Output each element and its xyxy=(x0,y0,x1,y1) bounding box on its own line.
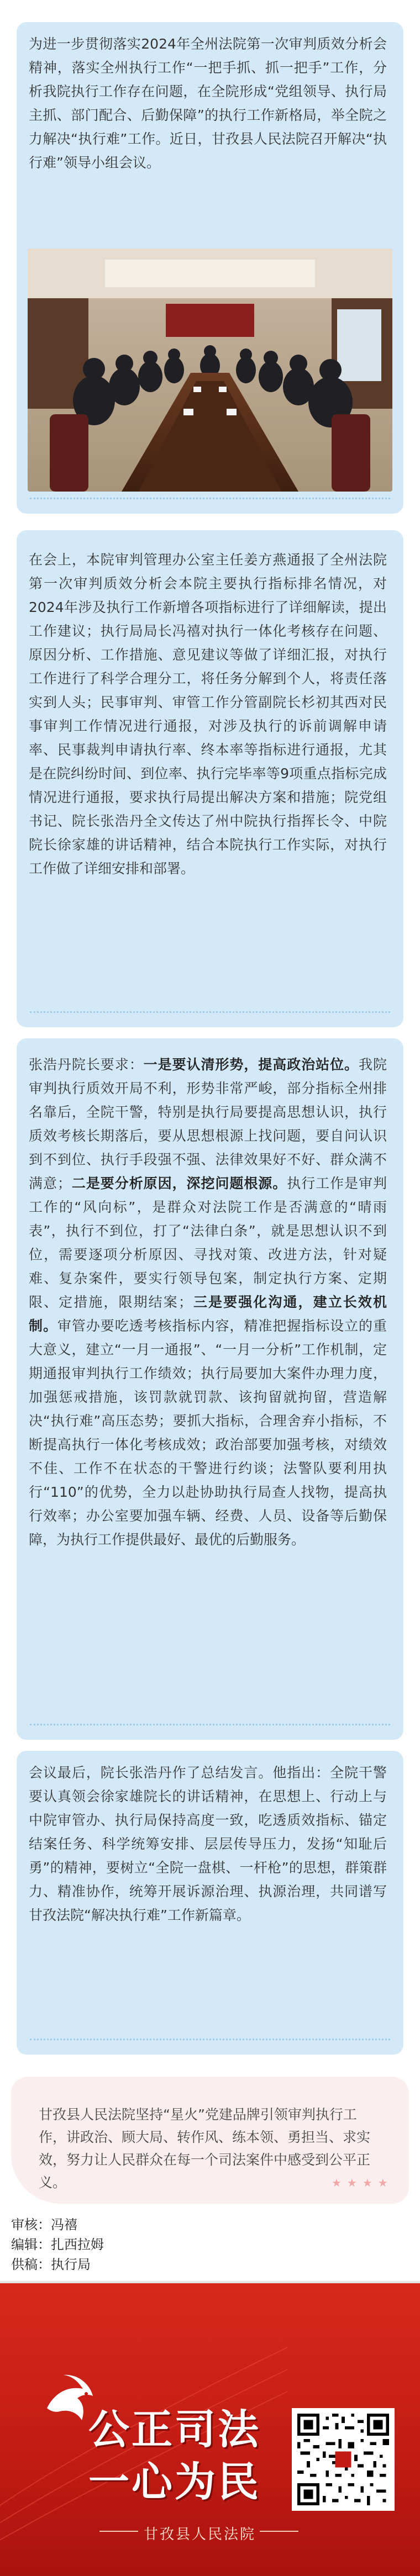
demand-heading-3: 三是要强化沟通，建立长效机制。 xyxy=(29,1294,387,1334)
qr-code-icon[interactable] xyxy=(292,2408,395,2511)
demands-lead: 张浩丹院长要求： xyxy=(29,1057,144,1073)
slogan-line-1: 公正司法 xyxy=(88,2406,261,2453)
demand-body-2: 执行工作是审判工作的“风向标”，是群众对法院工作是否满意的“晴雨表”，执行不到位，打了“法律白条”，就是思想认识不到位，需要逐项分析原因、寻找对策、改进方法，针对疑难、复杂案件，要实行领导包案，制定执行方案、定期限、定措施，限期结案； xyxy=(29,1175,387,1310)
demand-body-3: 审管办要吃透考核指标内容，精准把握指标设立的重大意义，建立“一月一通报”、“一月一分析”工作机制，定期通报审判执行工作绩效；执行局要加大案件办理力度，加强惩戒措施，该罚款就罚款、该拘留就拘留，营造解决“执行难”高压态势；要抓大指标，合理舍弃小指标，不断提高执行一体化考核成效；政治部要加强考核，对绩效不佳、工作不在状态的干警进行约谈；法警队要利用执行“110”的优势，全力以赴协助执行局查人找物，提高执行效率；办公室要加强车辆、经费、人员、设备等后勤保障，为执行工作提供最好、最优的后勤服务。 xyxy=(29,1318,387,1548)
demands-paragraph xyxy=(29,1053,387,1551)
demand-heading-2: 二是要分析原因，深挖问题根源。 xyxy=(71,1175,287,1191)
stars-decoration: ★★★★ xyxy=(332,2176,393,2189)
editor-line: 编辑：扎西拉姆 xyxy=(11,2237,104,2252)
source-line: 供稿：执行局 xyxy=(11,2257,91,2272)
reviewer-line: 审核：冯禧 xyxy=(11,2217,77,2232)
quote-text: 甘孜县人民法院坚持“星火”党建品牌引领审判执行工作，讲政治、顾大局、转作风、练本领、勇担当、求实效，努力让人民群众在每一个司法案件中感受到公平正义。 xyxy=(39,2107,371,2190)
divider-left xyxy=(99,2531,138,2532)
meeting-photo xyxy=(28,249,392,492)
intro-paragraph: 为进一步贯彻落实2024年全州法院第一次审判质效分析会精神，落实全州执行工作“一把手抓、抓一把手”工作，分析我院执行工作存在问题，在全院形成“党组领导、执行局主抓、部门配合、后勤保障”的执行工作新格局，举全院之力解决“执行难”工作。近日，甘孜县人民法院召开解决“执行难”领导小组会议。 xyxy=(29,36,387,171)
slogan-line-2: 一心为民 xyxy=(88,2458,261,2506)
footer-banner xyxy=(0,2281,420,2576)
demand-body-1: 我院审判执行质效开局不利，形势非常严峻，部分指标全州排名靠后，全院干警，特别是执行局要提高思想认识，执行质效考核长期落后，要从思想根源上找问题，要自问认识到不到位、执行手段强不强、法律效果好不好、群众满不满意； xyxy=(29,1057,387,1191)
credits xyxy=(11,2215,104,2274)
demand-heading-1: 一是要认清形势，提高政治站位。 xyxy=(143,1057,359,1073)
court-name: 甘孜县人民法院 xyxy=(144,2526,256,2543)
report-paragraph: 在会上，本院审判管理办公室主任姜方燕通报了全州法院第一次审判质效分析会本院主要执行指标排名情况，对2024年涉及执行工作新增各项指标进行了详细解读，提出工作建议；执行局局长冯禧对执行一体化考核存在问题、原因分析、工作措施、意见建议等做了详细汇报，对执行工作进行了科学合理分工，将任务分解到个人，将责任落实到人头；民事审判、审管工作分管副院长杉初其西对民事审判工作情况进行通报，对涉及执行的诉前调解申请率、民事裁判申请执行率、终本率等指标进行通报，尤其是在院纠纷时间、到位率、执行完毕率等9项重点指标完成情况进行通报，要求执行局提出解决方案和措施；院党组书记、院长张浩丹全文传达了州中院执行指挥长令、中院院长徐家雄的讲话精神，结合本院执行工作实际，对执行工作做了详细安排和部署。 xyxy=(29,552,387,877)
divider-right xyxy=(260,2531,298,2532)
closing-paragraph: 会议最后，院长张浩丹作了总结发言。他指出：全院干警要认真领会徐家雄院长的讲话精神，在思想上、行动上与中院审管办、执行局保持高度一致，吃透质效指标、锚定结案任务、科学统筹安排、层层传导压力，发扬“知耻后勇”的精神，要树立“全院一盘棋、一杆枪”的思想，群策群力、精准协作，统筹开展诉源治理、执源治理，共同谱写甘孜法院“解决执行难”工作新篇章。 xyxy=(29,1765,387,1923)
